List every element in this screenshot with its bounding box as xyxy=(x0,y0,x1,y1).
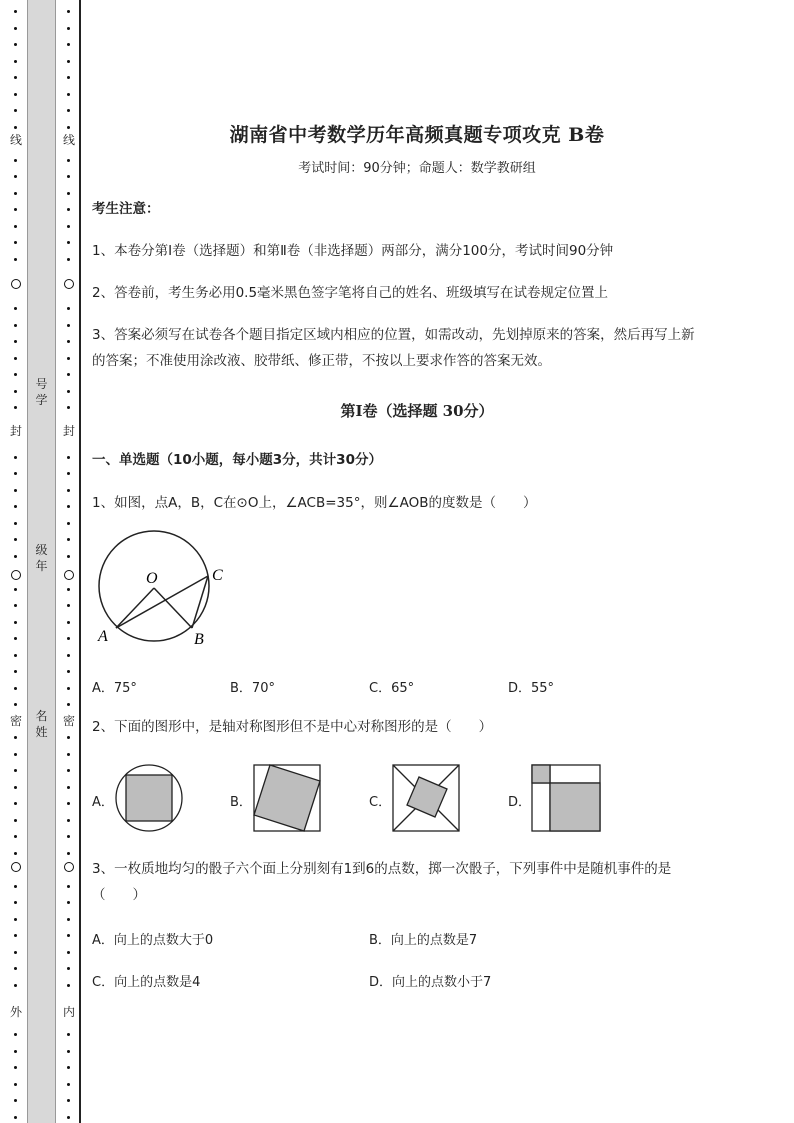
binding-dot xyxy=(14,241,17,244)
binding-dot xyxy=(67,489,70,492)
binding-dot xyxy=(14,802,17,805)
q1-option-b[interactable]: B．70° xyxy=(230,681,275,696)
band-label-name: 名姓 xyxy=(35,709,48,739)
notice-item-3: 3、答案必须写在试卷各个题目指定区域内相应的位置，如需改动，先划掉原来的答案，然后再写上新 xyxy=(92,327,695,343)
q1-option-a[interactable]: A．75° xyxy=(92,681,137,696)
binding-dot xyxy=(67,258,70,261)
notice-item-3-cont: 的答案；不准使用涂改液、胶带纸、修正带，不按以上要求作答的答案无效。 xyxy=(92,353,551,369)
q2-figure-c[interactable] xyxy=(391,763,461,833)
binding-dot xyxy=(14,1116,17,1119)
binding-dot xyxy=(67,967,70,970)
inner-circle-mark xyxy=(64,570,74,580)
binding-dot xyxy=(67,324,70,327)
question-2-stem: 2、下面的图形中，是轴对称图形但不是中心对称图形的是（ ） xyxy=(92,719,493,735)
binding-dot xyxy=(14,786,17,789)
binding-dot xyxy=(67,621,70,624)
label-a: A xyxy=(98,628,108,645)
binding-dot xyxy=(67,588,70,591)
binding-dot xyxy=(14,357,17,360)
binding-dot xyxy=(67,109,70,112)
binding-dot xyxy=(67,736,70,739)
outer-mark-secret: 密 xyxy=(9,714,22,728)
exam-title: 湖南省中考数学历年高频真题专项攻克 B卷 xyxy=(229,124,605,146)
binding-dot xyxy=(14,538,17,541)
outer-circle-mark xyxy=(11,279,21,289)
binding-dot xyxy=(14,406,17,409)
binding-dot xyxy=(67,885,70,888)
binding-dot xyxy=(14,489,17,492)
binding-dot xyxy=(67,522,70,525)
binding-dot xyxy=(14,588,17,591)
binding-dot xyxy=(14,951,17,954)
circle-figure xyxy=(94,530,244,652)
binding-dot xyxy=(67,1099,70,1102)
binding-dot xyxy=(67,1116,70,1119)
binding-dot xyxy=(14,555,17,558)
inner-mark-secret: 密 xyxy=(62,714,75,728)
q2-option-b-label[interactable]: B． xyxy=(230,795,252,810)
binding-dot xyxy=(14,27,17,30)
binding-dot xyxy=(14,456,17,459)
binding-dot xyxy=(14,852,17,855)
student-info-band xyxy=(27,0,56,1123)
binding-dot xyxy=(67,505,70,508)
q3-option-c[interactable]: C．向上的点数是4 xyxy=(92,975,201,990)
binding-dot xyxy=(67,340,70,343)
binding-dot xyxy=(14,1033,17,1036)
binding-dot xyxy=(14,472,17,475)
binding-dot xyxy=(67,27,70,30)
binding-dot xyxy=(67,76,70,79)
question-3-stem-cont: （ ） xyxy=(92,887,146,903)
outer-dotted-line xyxy=(8,0,24,1123)
binding-dot xyxy=(14,258,17,261)
binding-dot xyxy=(67,918,70,921)
binding-dot xyxy=(67,852,70,855)
outer-circle-mark xyxy=(11,570,21,580)
binding-dot xyxy=(67,802,70,805)
binding-dot xyxy=(67,10,70,13)
binding-dot xyxy=(67,93,70,96)
binding-dot xyxy=(67,604,70,607)
binding-dot xyxy=(67,373,70,376)
binding-dot xyxy=(14,175,17,178)
binding-dot xyxy=(14,10,17,13)
binding-dot xyxy=(67,60,70,63)
binding-dot xyxy=(14,835,17,838)
binding-dot xyxy=(14,93,17,96)
binding-dot xyxy=(67,901,70,904)
binding-dot xyxy=(67,703,70,706)
binding-dot xyxy=(67,1033,70,1036)
binding-dot xyxy=(14,687,17,690)
binding-vertical-rule xyxy=(79,0,81,1123)
q2-option-c-label[interactable]: C． xyxy=(369,795,392,810)
binding-dot xyxy=(14,934,17,937)
binding-dot xyxy=(14,340,17,343)
q2-figure-b[interactable] xyxy=(252,763,322,833)
binding-dot xyxy=(67,208,70,211)
binding-dot xyxy=(14,60,17,63)
binding-dot xyxy=(67,456,70,459)
section-title: 第I卷（选择题 30分） xyxy=(340,402,494,420)
binding-dot xyxy=(67,951,70,954)
exam-subtitle: 考试时间：90分钟；命题人：数学教研组 xyxy=(298,161,536,176)
binding-dot xyxy=(67,753,70,756)
binding-dot xyxy=(14,159,17,162)
binding-dot xyxy=(67,654,70,657)
q2-figure-a[interactable] xyxy=(114,763,184,833)
binding-dot xyxy=(67,538,70,541)
inner-mark-inside: 内 xyxy=(62,1005,75,1019)
binding-dot xyxy=(67,637,70,640)
binding-dot xyxy=(14,307,17,310)
outer-circle-mark xyxy=(11,862,21,872)
label-o: O xyxy=(146,570,158,587)
binding-dot xyxy=(14,76,17,79)
binding-dot xyxy=(14,1099,17,1102)
binding-dot xyxy=(14,109,17,112)
binding-dot xyxy=(67,1050,70,1053)
label-b: B xyxy=(194,631,204,648)
outer-mark-seal: 封 xyxy=(9,424,22,438)
binding-dot xyxy=(14,885,17,888)
binding-dot xyxy=(67,390,70,393)
binding-dot xyxy=(14,769,17,772)
binding-dot xyxy=(14,819,17,822)
binding-dot xyxy=(67,175,70,178)
notice-heading: 考生注意： xyxy=(92,201,160,217)
binding-dot xyxy=(14,43,17,46)
binding-dot xyxy=(14,901,17,904)
binding-dot xyxy=(67,472,70,475)
binding-strip xyxy=(0,0,82,1123)
question-3-stem: 3、一枚质地均匀的骰子六个面上分别刻有1到6的点数，掷一次骰子，下列事件中是随机事件的是 xyxy=(92,861,672,877)
binding-dot xyxy=(67,835,70,838)
binding-dot xyxy=(67,1083,70,1086)
binding-dot xyxy=(67,406,70,409)
binding-dot xyxy=(14,505,17,508)
binding-dot xyxy=(67,555,70,558)
binding-dot xyxy=(14,967,17,970)
band-label-number: 号学 xyxy=(35,377,48,407)
binding-dot xyxy=(14,192,17,195)
binding-dot xyxy=(14,604,17,607)
binding-dot xyxy=(67,934,70,937)
binding-dot xyxy=(14,225,17,228)
binding-dot xyxy=(67,126,70,129)
outer-mark-outside: 外 xyxy=(9,1005,22,1019)
binding-dot xyxy=(67,670,70,673)
binding-dot xyxy=(67,819,70,822)
q1-option-d[interactable]: D．55° xyxy=(508,681,555,696)
binding-dot xyxy=(14,703,17,706)
binding-dot xyxy=(14,522,17,525)
q2-option-d-label[interactable]: D． xyxy=(508,795,532,810)
q2-option-a-label[interactable]: A． xyxy=(92,795,114,810)
binding-dot xyxy=(14,324,17,327)
part-heading: 一、单选题（10小题，每小题3分，共计30分） xyxy=(92,452,382,468)
binding-dot xyxy=(67,357,70,360)
binding-dot xyxy=(14,1066,17,1069)
binding-dot xyxy=(67,192,70,195)
binding-dot xyxy=(14,654,17,657)
q3-option-d[interactable]: D．向上的点数小于7 xyxy=(369,975,492,990)
binding-dot xyxy=(67,225,70,228)
label-c: C xyxy=(212,567,223,584)
band-label-grade: 级年 xyxy=(35,543,48,573)
binding-dot xyxy=(14,1050,17,1053)
binding-dot xyxy=(67,687,70,690)
notice-item-2: 2、答卷前，考生务必用0.5毫米黑色签字笔将自己的姓名、班级填写在试卷规定位置上 xyxy=(92,285,609,301)
q3-option-b[interactable]: B．向上的点数是7 xyxy=(369,933,478,948)
binding-dot xyxy=(14,208,17,211)
q2-figure-d[interactable] xyxy=(530,763,602,833)
binding-dot xyxy=(67,984,70,987)
binding-dot xyxy=(14,670,17,673)
binding-dot xyxy=(67,43,70,46)
binding-dot xyxy=(67,159,70,162)
binding-dot xyxy=(14,918,17,921)
binding-dot xyxy=(67,786,70,789)
binding-dot xyxy=(14,1083,17,1086)
outer-mark-line: 线 xyxy=(9,133,22,147)
inner-dotted-line xyxy=(61,0,77,1123)
binding-dot xyxy=(67,307,70,310)
q1-option-c[interactable]: C．65° xyxy=(369,681,415,696)
binding-dot xyxy=(14,753,17,756)
notice-item-1: 1、本卷分第I卷（选择题）和第Ⅱ卷（非选择题）两部分，满分100分，考试时间90分钟 xyxy=(92,243,614,259)
binding-dot xyxy=(14,736,17,739)
binding-dot xyxy=(67,1066,70,1069)
binding-dot xyxy=(67,769,70,772)
inner-circle-mark xyxy=(64,279,74,289)
binding-dot xyxy=(14,373,17,376)
binding-dot xyxy=(67,241,70,244)
binding-dot xyxy=(14,126,17,129)
binding-dot xyxy=(14,984,17,987)
binding-dot xyxy=(14,390,17,393)
inner-mark-seal: 封 xyxy=(62,424,75,438)
q3-option-a[interactable]: A．向上的点数大于0 xyxy=(92,933,214,948)
binding-dot xyxy=(14,621,17,624)
inner-mark-line: 线 xyxy=(62,133,75,147)
binding-dot xyxy=(14,637,17,640)
question-1-stem: 1、如图，点A，B，C在⊙O上，∠ACB=35°，则∠AOB的度数是（ ） xyxy=(92,495,537,511)
inner-circle-mark xyxy=(64,862,74,872)
